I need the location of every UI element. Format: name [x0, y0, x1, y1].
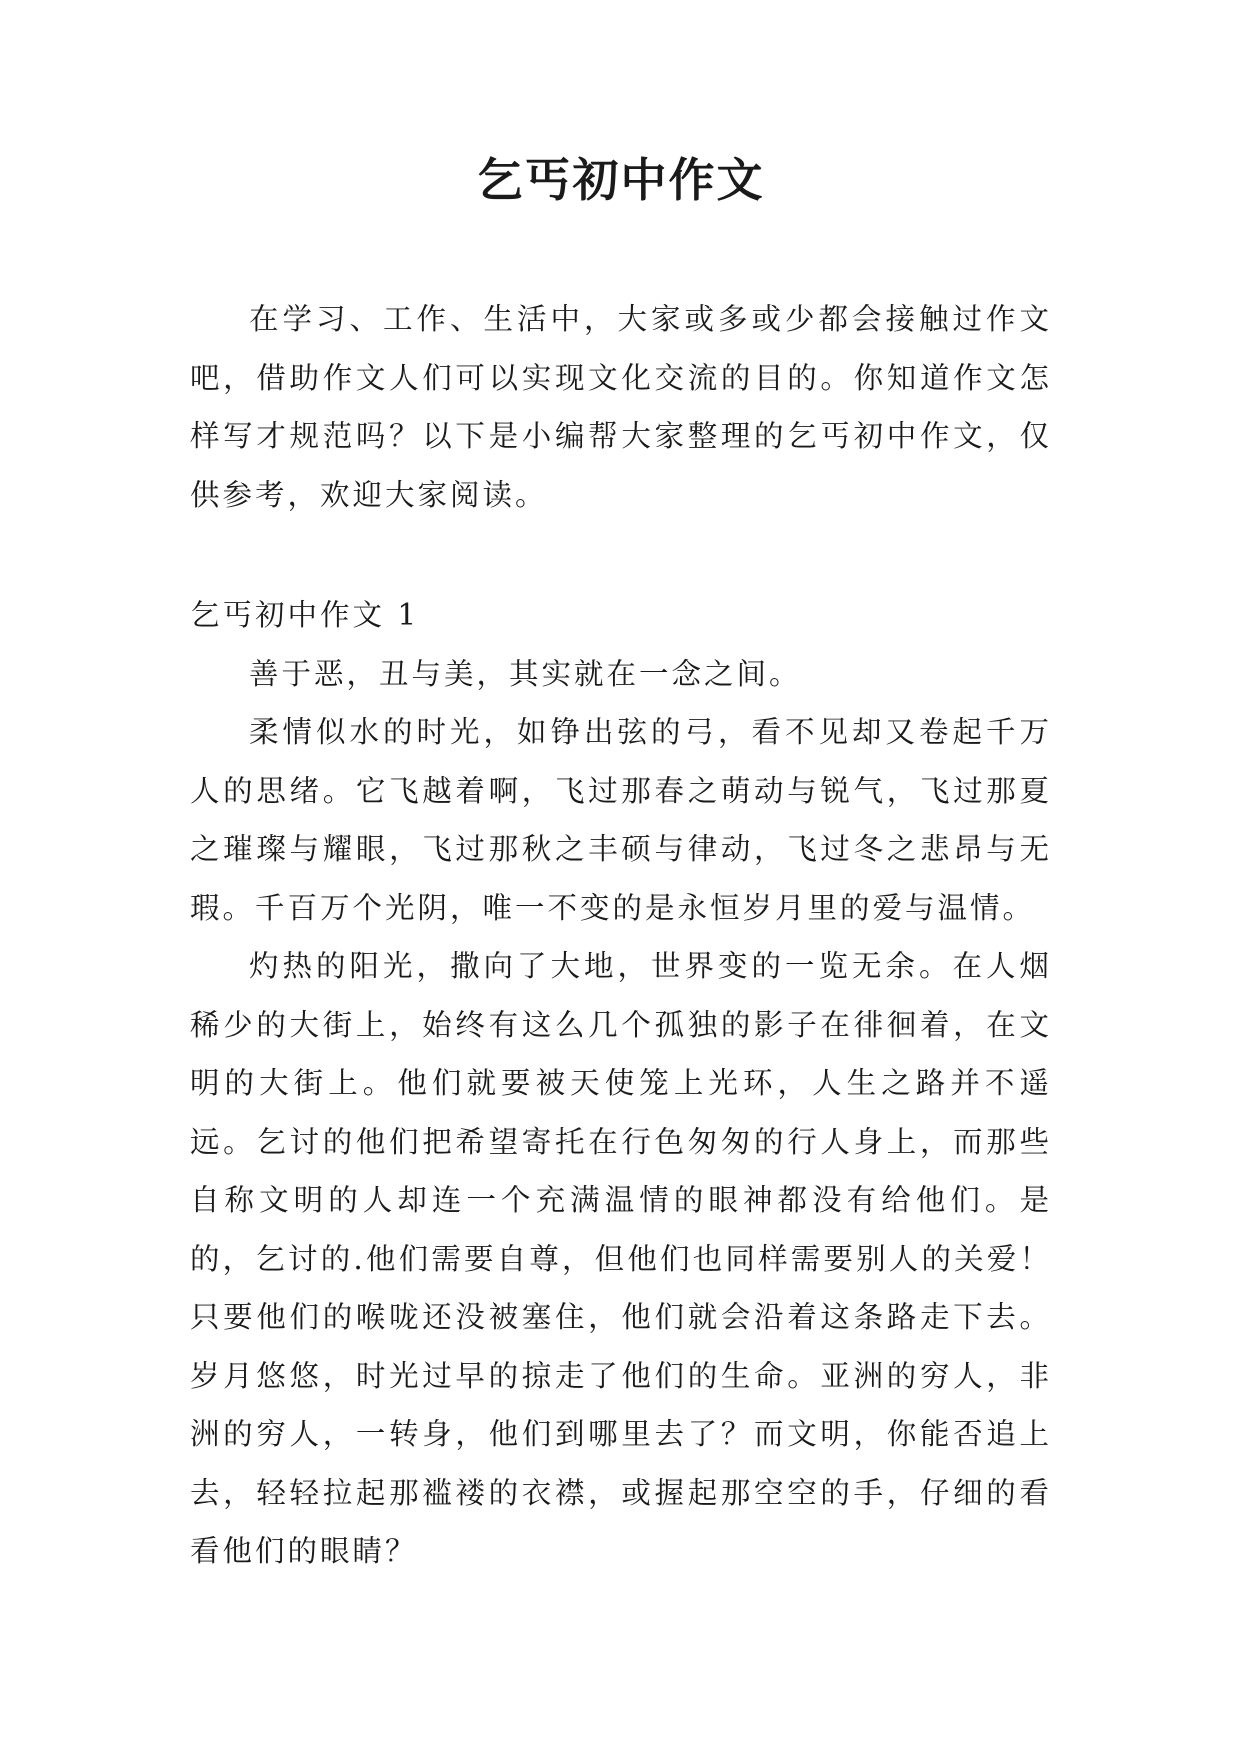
document-title: 乞丐初中作文	[476, 153, 765, 207]
document-body	[190, 290, 1052, 1581]
body-paragraph-3: 灼热的阳光，撒向了大地，世界变的一览无余。在人烟稀少的大街上，始终有这么几个孤独的影子在徘徊着，在文明的大街上。他们就要被天使笼上光环，人生之路并不遥远。乞讨的他们把希望寄托在行色匆匆的行人身上，而那些自称文明的人却连一个充满温情的眼神都没有给他们。是的，乞讨的.他们需要自尊，但他们也同样需要别人的关爱！只要他们的喉咙还没被塞住，他们就会沿着这条路走下去。岁月悠悠，时光过早的掠走了他们的生命。亚洲的穷人，非洲的穷人，一转身，他们到哪里去了？而文明，你能否追上去，轻轻拉起那褴褛的衣襟，或握起那空空的手，仔细的看看他们的眼睛？	[190, 949, 1052, 1568]
body-paragraph-2: 柔情似水的时光，如铮出弦的弓，看不见却又卷起千万人的思绪。它飞越着啊，飞过那春之萌动与锐气，飞过那夏之璀璨与耀眼，飞过那秋之丰硕与律动，飞过冬之悲昂与无瑕。千百万个光阴，唯一不变的是永恒岁月里的爱与温情。	[190, 715, 1052, 925]
body-paragraph-1: 善于恶，丑与美，其实就在一念之间。	[249, 656, 802, 691]
section-heading: 乞丐初中作文 1	[190, 598, 420, 632]
intro-paragraph: 在学习、工作、生活中，大家或多或少都会接触过作文吧，借助作文人们可以实现文化交流的目的。你知道作文怎样写才规范吗？以下是小编帮大家整理的乞丐初中作文，仅供参考，欢迎大家阅读。	[190, 302, 1052, 512]
